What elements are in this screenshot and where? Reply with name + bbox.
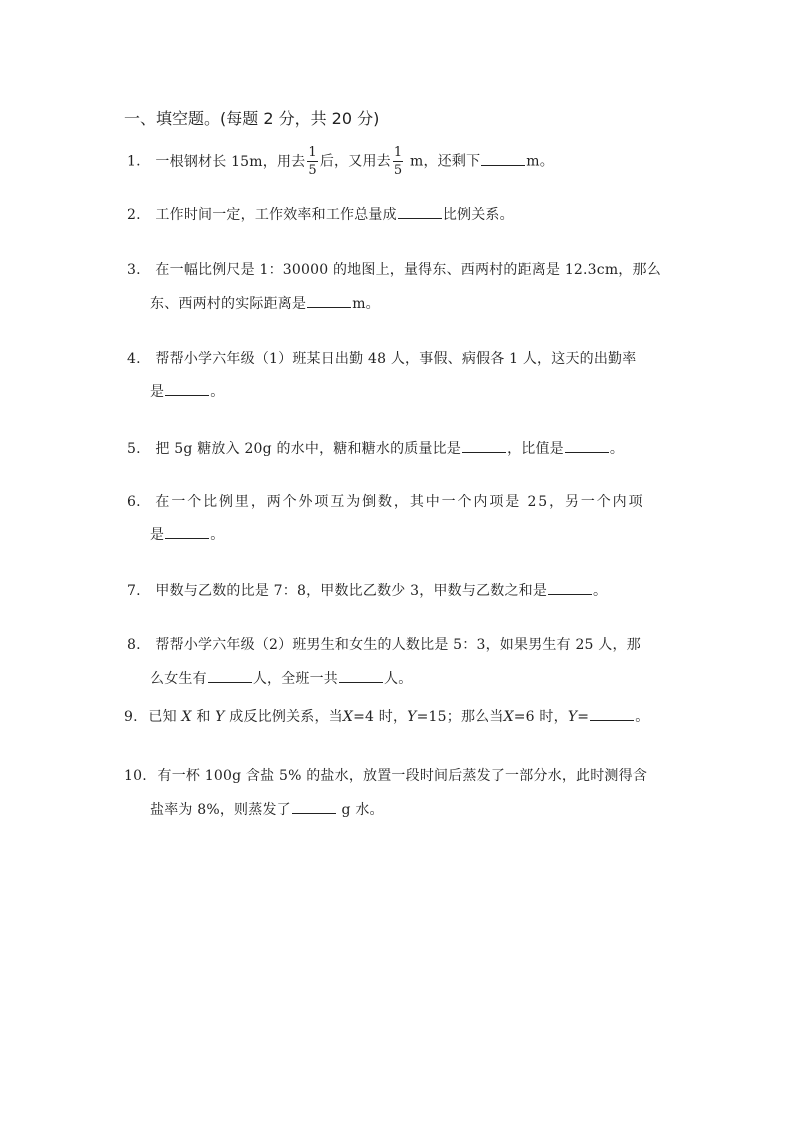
answer-blank[interactable] xyxy=(307,297,351,308)
question-number: 6. xyxy=(127,494,141,510)
question-number: 2. xyxy=(127,207,141,223)
section-title: 一、填空题。(每题 2 分，共 20 分) xyxy=(124,109,380,128)
question-number: 1. xyxy=(127,153,141,170)
question-2: 2. 工作时间一定，工作效率和工作总量成 比例关系。 xyxy=(127,207,514,223)
answer-blank[interactable] xyxy=(339,672,383,683)
question-3: 3. 在一幅比例尺是 1：30000 的地图上，量得东、西两村的距离是 12.3cm，那么 xyxy=(127,262,661,278)
question-10: 10. 有一杯 100g 含盐 5% 的盐水，放置一段时间后蒸发了一部分水，此时测得含 xyxy=(124,768,648,784)
question-9: 9. 已知 X 和 Y 成反比例关系，当X=4 时，Y=15；那么当X=6 时，Y= 。 xyxy=(124,709,650,725)
question-3-line-2: 东、西两村的实际距离是 m。 xyxy=(150,296,380,312)
fraction: $\frac{1}{5}$ xyxy=(393,145,403,178)
answer-blank[interactable] xyxy=(398,208,442,219)
question-1: 1. 一根钢材长 15m，用去 $\frac{1}{5}$ 后，又用去 $\frac{1}{5}$ m，还剩下 m。 xyxy=(127,145,554,178)
question-6: 6. 在一个比例里，两个外项互为倒数，其中一个内项是 25，另一个内项 xyxy=(127,494,645,510)
question-7: 7. 甲数与乙数的比是 7：8，甲数比乙数少 3，甲数与乙数之和是 。 xyxy=(127,583,608,599)
question-8-line-2: 么女生有 人，全班一共 人。 xyxy=(150,671,413,687)
answer-blank[interactable] xyxy=(590,710,634,721)
answer-blank[interactable] xyxy=(208,672,252,683)
question-8: 8. 帮帮小学六年级（2）班男生和女生的人数比是 5：3，如果男生有 25 人，那 xyxy=(127,637,641,653)
question-4: 4. 帮帮小学六年级（1）班某日出勤 48 人，事假、病假各 1 人，这天的出勤率 xyxy=(127,351,637,367)
question-number: 7. xyxy=(127,583,141,599)
answer-blank[interactable] xyxy=(565,442,609,453)
question-number: 9. xyxy=(124,709,138,725)
question-number: 5. xyxy=(127,441,141,457)
fraction: $\frac{1}{5}$ xyxy=(308,145,317,178)
answer-blank[interactable] xyxy=(292,803,336,814)
answer-blank[interactable] xyxy=(165,385,209,396)
answer-blank[interactable] xyxy=(462,442,506,453)
question-5: 5. 把 5g 糖放入 20g 的水中，糖和糖水的质量比是 ，比值是 。 xyxy=(127,441,625,457)
answer-blank[interactable] xyxy=(481,155,525,166)
question-6-line-2: 是 。 xyxy=(150,527,225,543)
answer-blank[interactable] xyxy=(165,528,209,539)
answer-blank[interactable] xyxy=(548,584,592,595)
question-10-line-2: 盐率为 8%，则蒸发了 g 水。 xyxy=(150,802,384,818)
question-4-line-2: 是 。 xyxy=(150,384,225,400)
question-number: 10. xyxy=(124,768,147,784)
question-text: 一根钢材长 15m，用去 xyxy=(155,153,306,170)
question-number: 3. xyxy=(127,262,141,278)
question-number: 8. xyxy=(127,637,141,653)
question-number: 4. xyxy=(127,351,141,367)
